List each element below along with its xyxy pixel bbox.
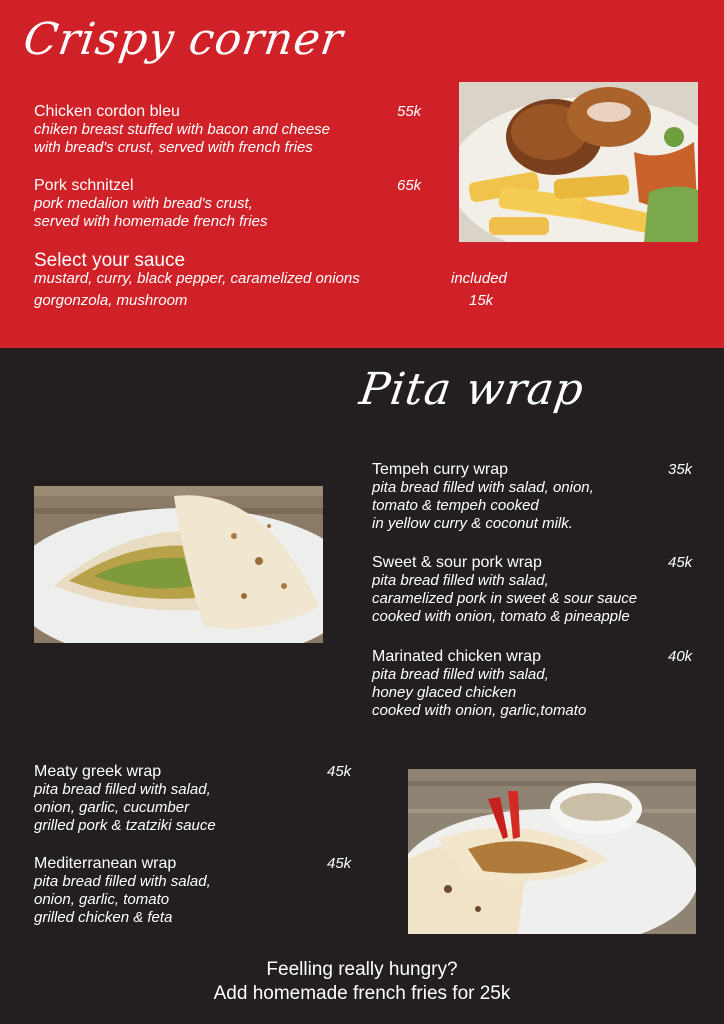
pita-wrap-photo [34,486,323,643]
crispy-corner-title: Crispy corner [20,14,347,65]
item-price: 65k [397,177,422,194]
item-price: 45k [327,855,352,872]
crispy-corner-section [0,0,724,348]
item-name: Sweet & sour pork wrap [372,554,542,571]
footer-promo [0,958,724,1006]
menu-item-marinated-chicken-wrap [372,648,697,720]
menu-item-tempeh-curry-wrap [372,461,697,533]
schnitzel-photo [459,82,698,242]
item-description: pita bread filled with salad, onion, tomato & tempeh cooked in yellow curry & coconut milk. [372,479,594,532]
item-price: 55k [397,103,422,120]
item-description: pork medalion with bread's crust, served with homemade french fries [34,195,268,230]
item-description: pita bread filled with salad, onion, garlic, tomato grilled chicken & feta [34,873,211,926]
pita-wrap-section [0,348,724,1024]
item-description: pita bread filled with salad, honey glaced chicken cooked with onion, garlic,tomato [372,666,587,719]
footer-line-2: Add homemade french fries for 25k [213,983,511,1004]
item-price: 45k [327,763,352,780]
item-name: Marinated chicken wrap [372,648,541,665]
sauce-option-price: included [451,270,507,287]
sauce-option-label: gorgonzola, mushroom [34,292,188,309]
sauce-option-label: mustard, curry, black pepper, caramelized onions [34,270,360,287]
menu-item-sweet-sour-pork-wrap [372,554,697,626]
item-description: chiken breast stuffed with bacon and cheese with bread's crust, served with french fries [34,121,331,156]
sauce-heading: Select your sauce [34,250,186,271]
menu-item-mediterranean-wrap [34,855,354,927]
item-name: Meaty greek wrap [34,763,162,780]
item-price: 45k [668,554,693,571]
pita-wrap-with-sauce-photo [408,769,696,934]
item-description: pita bread filled with salad, onion, garlic, cucumber grilled pork & tzatziki sauce [34,781,216,834]
menu-item-meaty-greek-wrap [34,763,354,835]
item-description: pita bread filled with salad, caramelized pork in sweet & sour sauce cooked with onion, tomato & pineapple [372,572,638,625]
item-name: Mediterranean wrap [34,855,177,872]
item-price: 40k [668,648,693,665]
item-price: 35k [668,461,693,478]
item-name: Chicken cordon bleu [34,103,180,120]
footer-line-1: Feelling really hungry? [266,959,458,980]
sauce-option-price: 15k [469,292,494,309]
item-name: Tempeh curry wrap [372,461,509,478]
menu-item-pork-schnitzel [34,177,424,231]
pita-wrap-title: Pita wrap [356,364,588,415]
menu-item-chicken-cordon-bleu [34,103,424,157]
item-name: Pork schnitzel [34,177,134,194]
